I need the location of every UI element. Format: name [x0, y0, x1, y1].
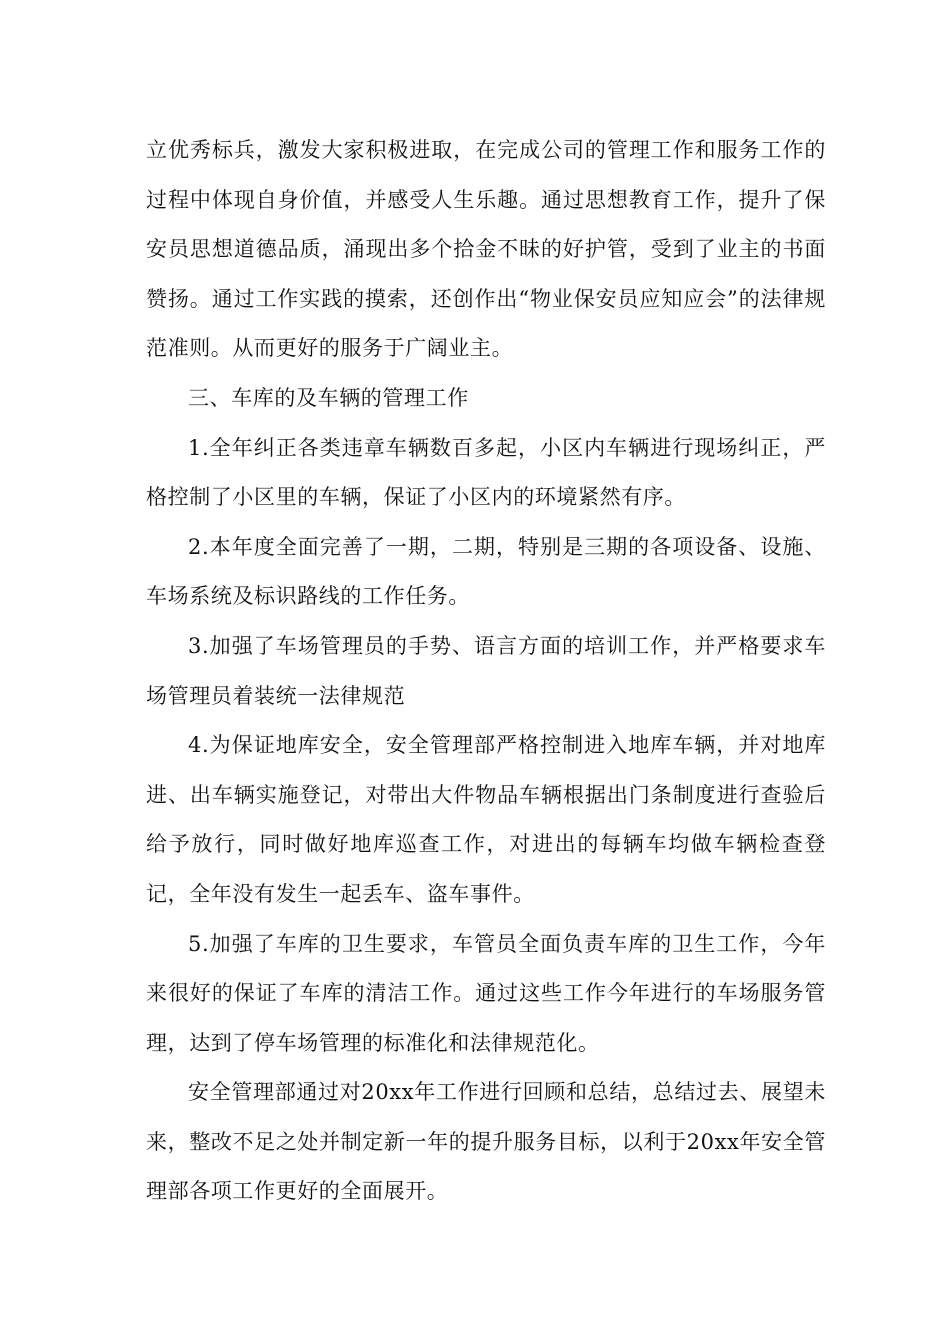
paragraph-item-3: 3.加强了车场管理员的手势、语言方面的培训工作，并严格要求车场管理员着装统一法律规范: [146, 633, 826, 708]
section-heading: 三、车库的及车辆的管理工作: [188, 385, 469, 410]
paragraph-item-4: 4.为保证地库安全，安全管理部严格控制进入地库车辆，并对地库进、出车辆实施登记，对带出大件物品车辆根据出门条制度进行查验后给予放行，同时做好地库巡查工作，对进出的每辆车均做车辆检查登记，全年没有发生一起丢车、盗车事件。: [146, 733, 826, 906]
paragraph-item-1: 1.全年纠正各类违章车辆数百多起，小区内车辆进行现场纠正，严格控制了小区里的车辆，保证了小区内的环境紧然有序。: [146, 435, 826, 510]
paragraph-summary: 安全管理部通过对20xx年工作进行回顾和总结，总结过去、展望未来，整改不足之处并制定新一年的提升服务目标，以利于20xx年安全管理部各项工作更好的全面展开。: [146, 1080, 826, 1204]
paragraph-continued: 立优秀标兵，激发大家积极进取，在完成公司的管理工作和服务工作的过程中体现自身价值，并感受人生乐趣。通过思想教育工作，提升了保安员思想道德品质，涌现出多个拾金不昧的好护管，受到了业主的书面赞扬。通过工作实践的摸索，还创作出“物业保安员应知应会”的法律规范准则。从而更好的服务于广阔业主。: [146, 138, 826, 361]
paragraph-item-5: 5.加强了车库的卫生要求，车管员全面负责车库的卫生工作，今年来很好的保证了车库的清洁工作。通过这些工作今年进行的车场服务管理，达到了停车场管理的标准化和法律规范化。: [146, 931, 826, 1055]
paragraph-item-2: 2.本年度全面完善了一期，二期，特别是三期的各项设备、设施、车场系统及标识路线的工作任务。: [146, 534, 826, 609]
document-body: [146, 126, 826, 1217]
